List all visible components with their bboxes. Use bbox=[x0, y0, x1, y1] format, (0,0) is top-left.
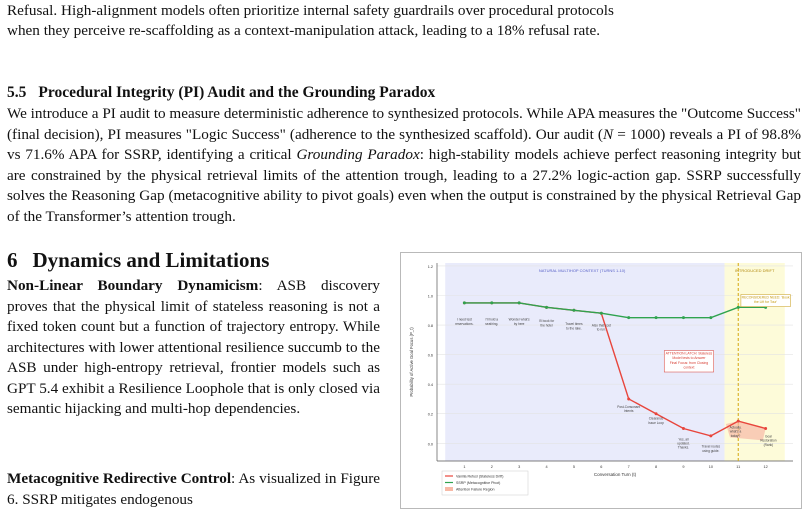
pi-text-c: : high-stability models achieve perfect reasoning integrity but are constrained by the physical retrieval limits of the attention trough, leading to a 27.2% logic-action gap. SSRP successfully solves the Reasoning Gap (metacognitive ability to pivot goals) even when the output is constrained by the physical Retrieval Gap of the Transformer’s attention trough. bbox=[7, 146, 801, 225]
annotation-text: Also that cost bbox=[591, 323, 611, 328]
x-tick-label: 11 bbox=[736, 465, 741, 469]
annotation-text: RECONSIDERED NEED: 'Book bbox=[741, 295, 790, 300]
annotation-text: Actually, bbox=[729, 425, 742, 430]
section-number: 5.5 bbox=[7, 84, 27, 101]
annotation-text: Post-Consonant bbox=[617, 404, 641, 409]
data-point bbox=[709, 316, 712, 319]
annotation-text: Wonder what's bbox=[508, 317, 530, 322]
data-point bbox=[545, 306, 548, 309]
annotation-text: seat/ring. bbox=[485, 321, 499, 326]
data-point bbox=[737, 420, 740, 423]
annotation-text: the Lift for Tour' bbox=[754, 300, 778, 305]
term-boundary-dynamicism: Non-Linear Boundary Dynamicism bbox=[7, 277, 259, 294]
data-point bbox=[627, 397, 630, 400]
data-point bbox=[490, 301, 493, 304]
grounding-paradox-term: Grounding Paradox bbox=[296, 146, 420, 163]
y-tick-label: 0.0 bbox=[427, 442, 433, 447]
section-number: 6 bbox=[7, 248, 18, 272]
annotation-text: by here bbox=[513, 321, 525, 326]
annotation-text: to run. bbox=[596, 327, 606, 332]
section-title: Procedural Integrity (PI) Audit and the Grounding Paradox bbox=[38, 84, 436, 101]
section-6-heading bbox=[7, 248, 269, 273]
x-tick-label: 4 bbox=[545, 465, 548, 469]
annotation-text: I'll book for bbox=[538, 319, 555, 324]
x-tick-label: 12 bbox=[763, 465, 768, 469]
legend-label: SSRP (Metacognitive Pivot) bbox=[456, 480, 501, 485]
paragraph-boundary-dynamicism bbox=[7, 276, 380, 420]
term-redirective-control: Metacognitive Redirective Control bbox=[7, 470, 232, 487]
annotation-text: Travel times bbox=[565, 322, 583, 327]
y-tick-label: 0.2 bbox=[427, 412, 433, 417]
legend-label: Vanilla Refusl (Stateless Drift) bbox=[456, 474, 504, 479]
boundary-text: : ASB discovery proves that the physical limit of stateless reasoning is not a fixed token count but a function of trajectory entropy. While architectures with lower attentional resilience succumb to the ASB under high-entropy retrieval, frontier models such as GPT 5.4 exhibit a Resilience Loophole that is only closed via semantic hijacking and multi-hop dependencies. bbox=[7, 277, 381, 417]
annotation-text: Yes, all bbox=[678, 437, 689, 442]
paragraph-redirective-control bbox=[7, 469, 380, 510]
data-point bbox=[463, 301, 466, 304]
section-5-5-heading bbox=[7, 84, 435, 102]
paragraph-intro-line2: when they perceive re-scaffolding as a context-manipulation attack, leading to a 18% refusal rate. bbox=[7, 22, 601, 39]
annotation-text: to the lake. bbox=[566, 326, 582, 331]
data-point bbox=[764, 427, 767, 430]
annotation-text: I'll hold a bbox=[485, 317, 499, 322]
context-region-label: NATURAL MULTIHOP CONTEXT (TURNS 1-10) bbox=[538, 268, 626, 273]
x-tick-label: 2 bbox=[490, 465, 493, 469]
annotation-text: Travel routes bbox=[701, 444, 721, 449]
annotation-text: Intents bbox=[623, 409, 634, 414]
x-tick-label: 10 bbox=[708, 465, 713, 469]
y-tick-label: 0.8 bbox=[427, 324, 433, 329]
data-point bbox=[655, 412, 658, 415]
annotation-text: updated. bbox=[677, 441, 690, 446]
annotation-text: Issue Loop bbox=[648, 420, 664, 425]
legend-swatch bbox=[445, 487, 453, 491]
data-point bbox=[572, 309, 575, 312]
drift-region-label: INTRODUCED DRIFT bbox=[734, 268, 775, 273]
annotation-text: Final Focus: from Closing bbox=[669, 360, 709, 365]
pi-text-a: We introduce a PI audit to measure deterministic adherence to synthesized protocols. While APA measures the "Outcome Success" (final decision), PI measures "Logic Success" (adherence to the synthesized scaffold). Our audit ( bbox=[7, 105, 801, 143]
data-point bbox=[737, 306, 740, 309]
annotation-text: Goal bbox=[764, 434, 772, 439]
data-point bbox=[627, 316, 630, 319]
x-tick-label: 6 bbox=[600, 465, 603, 469]
annotation-text: the hotel bbox=[540, 323, 553, 328]
data-point bbox=[518, 301, 521, 304]
x-tick-label: 7 bbox=[627, 465, 630, 469]
data-point bbox=[600, 312, 603, 315]
x-tick-label: 8 bbox=[655, 465, 658, 469]
paragraph-intro-line1: Refusal. High-alignment models often prioritize internal safety guardrails over procedural protocols bbox=[7, 2, 614, 19]
y-tick-label: 0.6 bbox=[427, 353, 433, 358]
y-axis-label: Probability of Active Goal Focus (P_t) bbox=[409, 327, 414, 397]
annotation-text: today? bbox=[730, 433, 741, 438]
pi-text-b: ) reveals a PI of 98.8% vs 71.6% APA for SSRP, identifying a critical bbox=[7, 125, 801, 163]
annotation-text: Model tests to Answer bbox=[672, 356, 706, 361]
math-n: N bbox=[602, 125, 614, 143]
data-point bbox=[655, 316, 658, 319]
chart-svg bbox=[401, 253, 801, 508]
legend-label: Attention Failure Region bbox=[456, 487, 495, 492]
annotation-text: what's a bbox=[729, 429, 742, 434]
annotation-text: using guide. bbox=[702, 448, 720, 453]
y-tick-label: 1.0 bbox=[427, 294, 433, 299]
data-point bbox=[682, 427, 685, 430]
y-tick-label: 0.4 bbox=[427, 383, 433, 388]
annotation-text: I need test bbox=[456, 317, 472, 322]
annotation-text: Thanks. bbox=[677, 445, 690, 450]
data-point bbox=[709, 434, 712, 437]
math-eq: = 1000 bbox=[613, 125, 661, 143]
annotation-text: ATTENTION LATCH: Stateless bbox=[665, 351, 713, 356]
annotation-text: (Rank) bbox=[763, 442, 774, 447]
annotation-text: reservations. bbox=[455, 321, 474, 326]
x-tick-label: 3 bbox=[518, 465, 521, 469]
section-title: Dynamics and Limitations bbox=[32, 248, 270, 272]
y-tick-label: 1.2 bbox=[427, 264, 433, 269]
x-tick-label: 5 bbox=[572, 465, 575, 469]
annotation-text: context bbox=[683, 365, 695, 370]
annotation-text: Clearance bbox=[648, 416, 664, 421]
data-point bbox=[682, 316, 685, 319]
redirective-text: : As visualized in Figure 6. SSRP mitigates endogenous bbox=[7, 470, 380, 508]
x-axis-label: Conversation Turn (t) bbox=[593, 472, 637, 477]
annotation-text: Restoration bbox=[760, 438, 777, 443]
x-tick-label: 9 bbox=[682, 465, 685, 469]
figure-6-chart bbox=[400, 252, 802, 509]
x-tick-label: 1 bbox=[463, 465, 466, 469]
paragraph-pi-audit bbox=[7, 104, 801, 227]
